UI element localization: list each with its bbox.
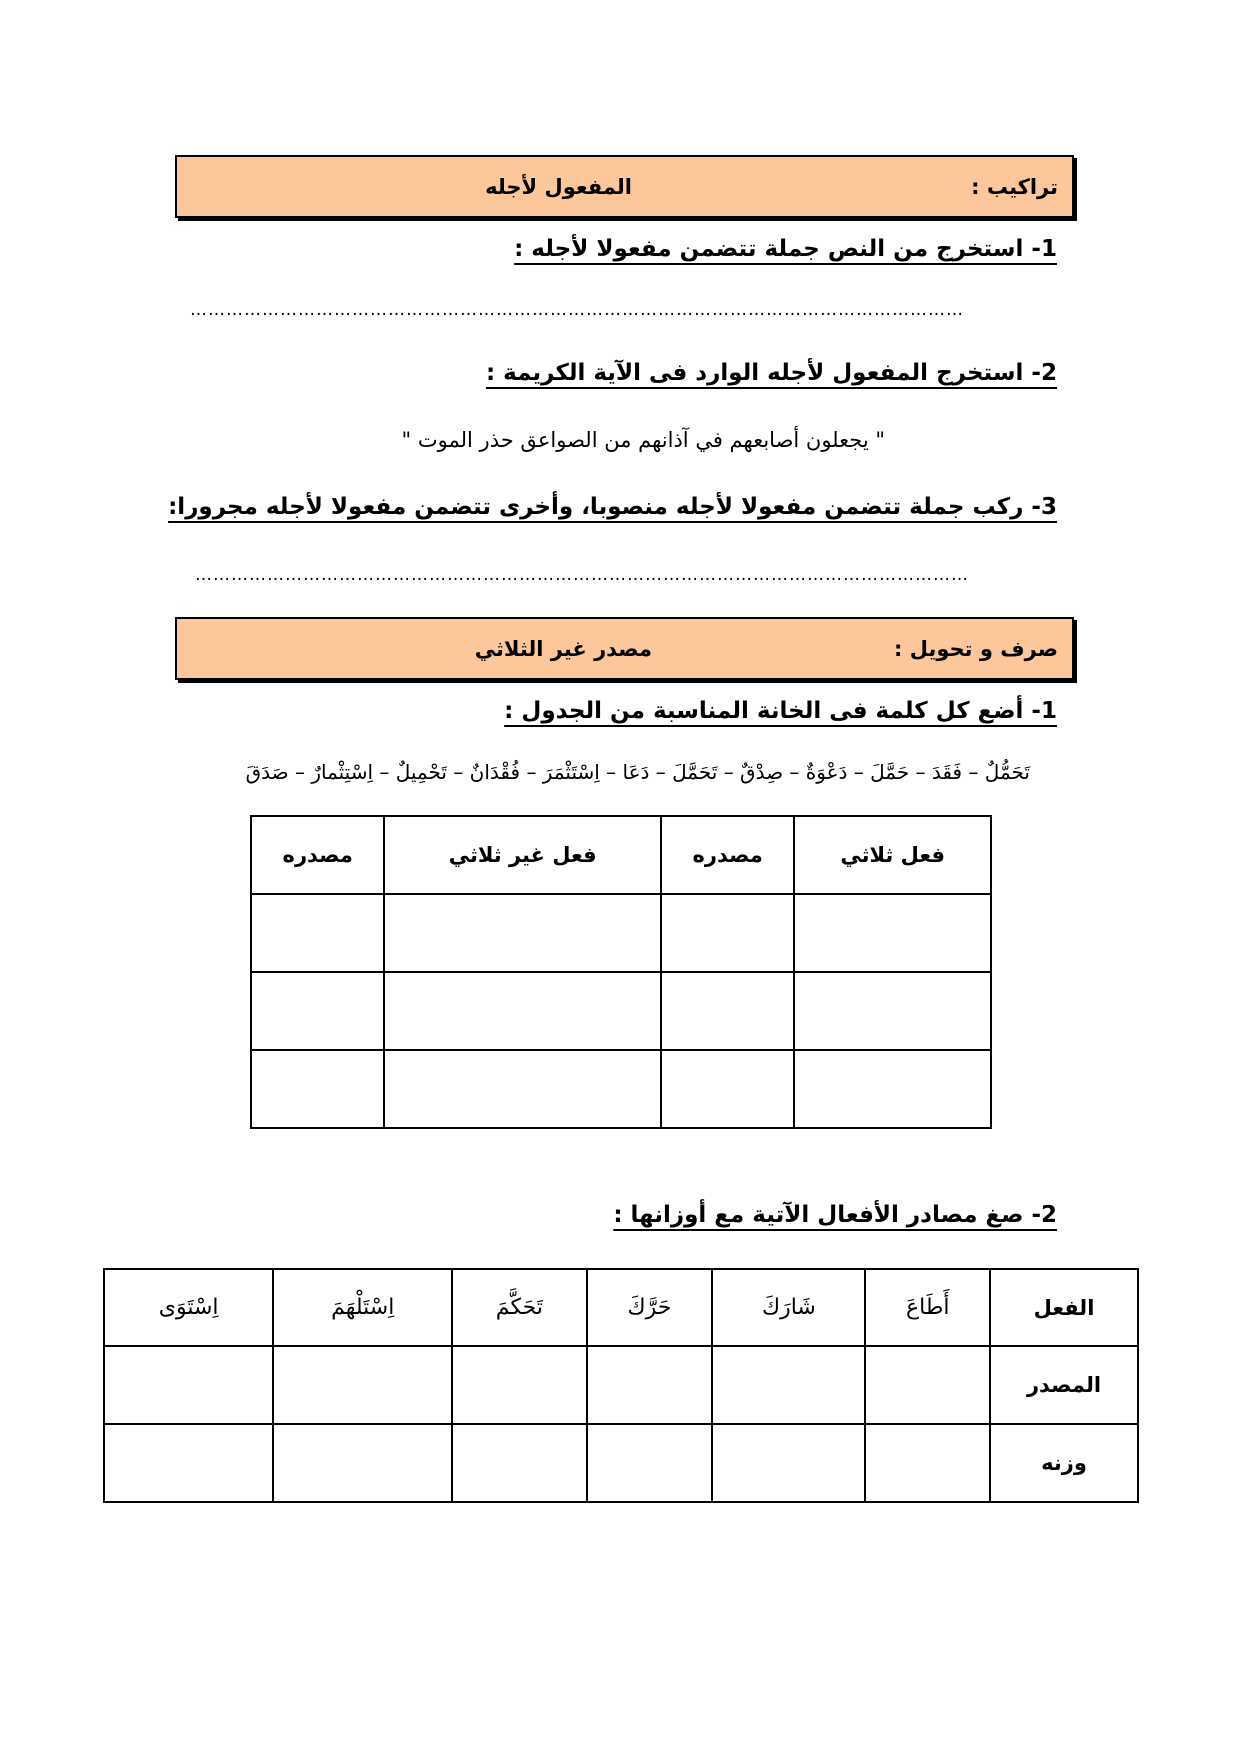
- section-title: المفعول لأجله: [485, 174, 632, 199]
- row-label-verb: الفعل: [990, 1269, 1138, 1346]
- answer-cell[interactable]: [661, 894, 794, 972]
- answer-cell[interactable]: [587, 1424, 713, 1502]
- verb-cell: أَطَاعَ: [865, 1269, 990, 1346]
- row-label-masdar: المصدر: [990, 1346, 1138, 1424]
- section-title: مصدر غير الثلاثي: [474, 636, 652, 661]
- question-2: 2- استخرج المفعول لأجله الوارد فى الآية الكريمة :: [485, 360, 1057, 386]
- header-masdar: مصدره: [661, 816, 794, 894]
- question-3: 3- ركب جملة تتضمن مفعولا لأجله منصوبا، وأخرى تتضمن مفعولا لأجله مجرورا:: [168, 494, 1057, 520]
- answer-cell[interactable]: [661, 1050, 794, 1128]
- answer-cell[interactable]: [273, 1346, 452, 1424]
- answer-cell[interactable]: [865, 1346, 990, 1424]
- answer-cell[interactable]: [251, 894, 384, 972]
- verb-cell: اِسْتَوَى: [104, 1269, 273, 1346]
- header-non-trilateral-verb: فعل غير ثلاثي: [384, 816, 661, 894]
- quran-verse: " يجعلون أصابعهم في آذانهم من الصواعق حذر الموت ": [401, 428, 885, 452]
- header-trilateral-verb: فعل ثلاثي: [794, 816, 991, 894]
- section-label: تراكيب :: [971, 174, 1058, 199]
- answer-cell[interactable]: [251, 972, 384, 1050]
- verb-cell: حَرَّكَ: [587, 1269, 713, 1346]
- answer-cell[interactable]: [104, 1424, 273, 1502]
- answer-cell[interactable]: [384, 894, 661, 972]
- word-list: تَحَمُّلٌ – فَقَدَ – حَمَّلَ – دَعْوَةٌ – صِدْقٌ – تَحَمَّلَ – دَعَا – اِسْتَثْمَرَ – فُقْدَانٌ – تَحْمِيلٌ – اِسْتِثْمارٌ – صَدَقَ: [245, 760, 1030, 784]
- section-banner-tarakib: [175, 155, 1074, 218]
- answer-cell[interactable]: [794, 894, 991, 972]
- answer-cell[interactable]: [587, 1346, 713, 1424]
- verb-cell: اِسْتَلْهَمَ: [273, 1269, 452, 1346]
- answer-cell[interactable]: [104, 1346, 273, 1424]
- section-label: صرف و تحويل :: [894, 636, 1058, 661]
- answer-cell[interactable]: [251, 1050, 384, 1128]
- classification-table: [250, 815, 992, 1129]
- answer-line-1: …………………………………………………………………………………………………………………: [190, 300, 964, 320]
- answer-cell[interactable]: [384, 972, 661, 1050]
- answer-cell[interactable]: [452, 1424, 587, 1502]
- answer-cell[interactable]: [865, 1424, 990, 1502]
- verb-cell: شَارَكَ: [712, 1269, 865, 1346]
- answer-cell[interactable]: [452, 1346, 587, 1424]
- answer-cell[interactable]: [712, 1346, 865, 1424]
- row-label-wazn: وزنه: [990, 1424, 1138, 1502]
- answer-cell[interactable]: [661, 972, 794, 1050]
- question-5: 2- صغ مصادر الأفعال الآتية مع أوزانها :: [613, 1202, 1057, 1228]
- header-masdar: مصدره: [251, 816, 384, 894]
- question-4: 1- أضع كل كلمة فى الخانة المناسبة من الجدول :: [504, 698, 1057, 724]
- verb-masdar-table: [103, 1268, 1139, 1503]
- question-1: 1- استخرج من النص جملة تتضمن مفعولا لأجله :: [514, 236, 1057, 262]
- section-banner-sarf: [175, 617, 1074, 680]
- answer-cell[interactable]: [794, 972, 991, 1050]
- verb-cell: تَحَكَّمَ: [452, 1269, 587, 1346]
- answer-cell[interactable]: [384, 1050, 661, 1128]
- answer-cell[interactable]: [712, 1424, 865, 1502]
- answer-line-2: …………………………………………………………………………………………………………………: [195, 565, 969, 585]
- answer-cell[interactable]: [794, 1050, 991, 1128]
- answer-cell[interactable]: [273, 1424, 452, 1502]
